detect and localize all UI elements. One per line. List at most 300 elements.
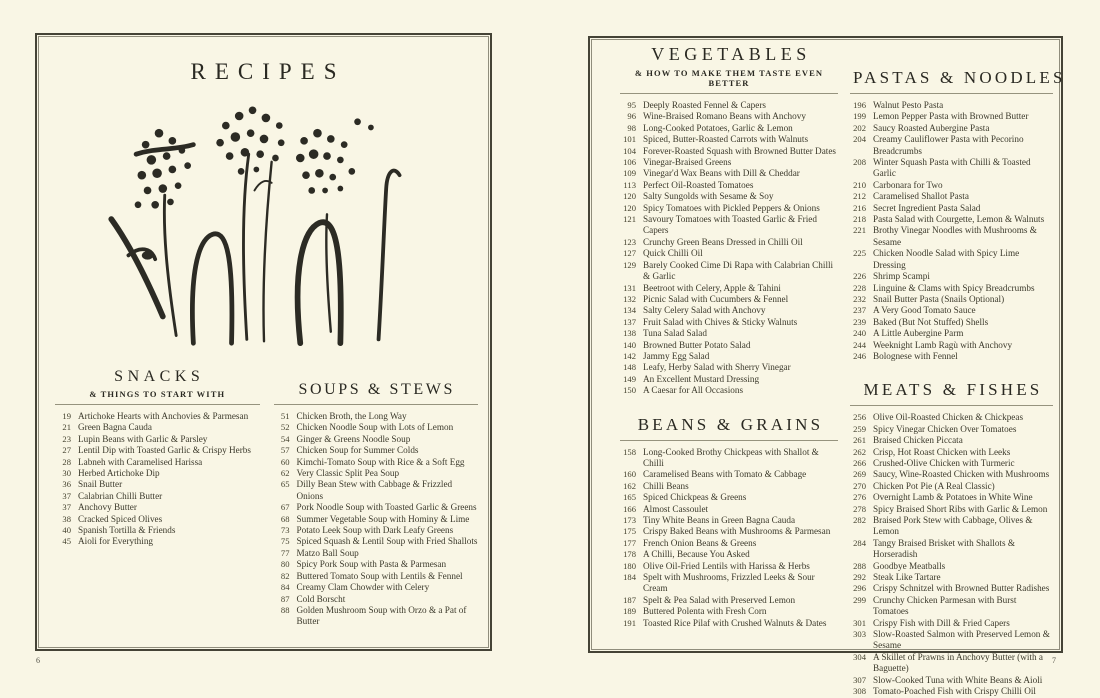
toc-page-number: 303 xyxy=(853,629,866,640)
toc-page-number: 27 xyxy=(62,445,71,456)
toc-page-number: 189 xyxy=(623,606,636,617)
toc-title: Jammy Egg Salad xyxy=(643,350,710,361)
toc-item xyxy=(620,146,838,157)
toc-page-number: 129 xyxy=(623,259,636,270)
toc-title: Deeply Roasted Fennel & Capers xyxy=(643,100,766,110)
toc-item xyxy=(850,435,1053,446)
toc-item xyxy=(620,340,838,351)
section-beans-grains xyxy=(620,414,838,630)
toc-page-number: 138 xyxy=(623,328,636,339)
toc-title: Leafy, Herby Salad with Sherry Vinegar xyxy=(643,362,791,373)
toc-page-number: 21 xyxy=(62,422,71,433)
toc-title: Spelt & Pea Salad with Preserved Lemon xyxy=(643,594,796,605)
toc-page-number: 87 xyxy=(280,593,290,604)
toc-page-number: 221 xyxy=(853,225,866,236)
toc-title: Chicken Soup for Summer Colds xyxy=(296,445,419,456)
toc-page-number: 120 xyxy=(623,202,636,213)
toc-item xyxy=(850,317,1053,328)
toc-item xyxy=(55,514,260,525)
toc-item xyxy=(274,548,479,559)
toc-page-number: 101 xyxy=(623,134,636,145)
right-column-1 xyxy=(620,44,838,698)
toc-item xyxy=(850,294,1053,305)
toc-item xyxy=(620,538,838,549)
toc-page-number: 191 xyxy=(623,617,636,628)
toc-title: Wine-Braised Romano Beans with Anchovy xyxy=(643,111,806,122)
toc-title: Savoury Tomatoes with Toasted Garlic & Fried Capers xyxy=(643,214,817,236)
toc-page-number: 68 xyxy=(280,513,290,524)
toc-title: Almost Cassoulet xyxy=(643,503,709,514)
toc-title: Crunchy Chicken Parmesan with Burst Tomatoes xyxy=(873,594,1017,617)
toc-page-number: 307 xyxy=(853,674,866,685)
toc-title: Anchovy Butter xyxy=(78,502,137,513)
toc-page-number: 218 xyxy=(853,214,866,225)
toc-page-number: 82 xyxy=(280,570,290,581)
toc-page-number: 187 xyxy=(623,594,636,605)
toc-list xyxy=(274,411,479,628)
left-page-number: 6 xyxy=(36,656,40,665)
toc-page-number: 216 xyxy=(853,202,866,213)
toc-title: Lemon Pepper Pasta with Browned Butter xyxy=(873,111,1029,122)
toc-title: Aioli for Everything xyxy=(78,536,154,547)
toc-title: Spiced, Butter-Roasted Carrots with Walnuts xyxy=(643,134,809,145)
toc-item xyxy=(274,536,479,547)
toc-item xyxy=(620,469,838,480)
toc-item xyxy=(850,214,1053,225)
toc-page-number: 37 xyxy=(62,502,71,513)
toc-page-number: 282 xyxy=(853,515,866,525)
toc-title: Cracked Spiced Olives xyxy=(78,513,163,524)
toc-item xyxy=(850,652,1053,675)
toc-title: Chilli Beans xyxy=(643,480,689,491)
toc-page-number: 127 xyxy=(623,248,636,259)
toc-item xyxy=(620,123,838,134)
toc-item xyxy=(620,294,838,305)
section-header xyxy=(850,56,1066,94)
toc-item xyxy=(620,111,838,122)
section-header xyxy=(850,379,1053,406)
toc-item xyxy=(850,572,1053,583)
toc-item xyxy=(620,248,838,259)
toc-page-number: 80 xyxy=(280,559,290,570)
toc-title: Caramelised Beans with Tomato & Cabbage xyxy=(643,469,807,480)
toc-page-number: 278 xyxy=(853,503,866,514)
toc-page-number: 259 xyxy=(853,423,866,434)
toc-title: Labneh with Caramelised Harissa xyxy=(78,456,203,467)
toc-title: Salty Sungolds with Sesame & Soy xyxy=(643,191,774,202)
toc-page-number: 109 xyxy=(623,168,636,179)
toc-page-number: 162 xyxy=(623,480,636,491)
toc-page-number: 77 xyxy=(280,547,290,558)
toc-page-number: 202 xyxy=(853,122,866,133)
section-heading: VEGETABLES xyxy=(651,44,811,64)
toc-item xyxy=(850,481,1053,492)
toc-page-number: 106 xyxy=(623,157,636,168)
toc-item xyxy=(620,168,838,179)
toc-item xyxy=(55,468,260,479)
toc-item xyxy=(274,434,479,445)
toc-item xyxy=(620,203,838,214)
page-title: RECIPES xyxy=(190,59,346,84)
toc-title: A Very Good Tomato Sauce xyxy=(873,305,976,316)
toc-title: Braised Pork Stew with Cabbage, Olives & Lemon xyxy=(873,515,1033,537)
section-meats-fishes xyxy=(850,379,1053,697)
toc-item xyxy=(850,492,1053,503)
toc-title: Pork Noodle Soup with Toasted Garlic & Greens xyxy=(296,502,477,513)
toc-title: Creamy Clam Chowder with Celery xyxy=(296,582,430,593)
wildflowers-illustration xyxy=(99,95,429,347)
toc-title: Chicken Pot Pie (A Real Classic) xyxy=(873,480,995,491)
toc-item xyxy=(274,411,479,422)
toc-page-number: 301 xyxy=(853,617,866,628)
toc-title: Secret Ingredient Pasta Salad xyxy=(873,202,981,213)
toc-item xyxy=(620,157,838,168)
toc-page-number: 84 xyxy=(280,582,290,593)
toc-page-number: 52 xyxy=(280,422,290,433)
toc-page-number: 60 xyxy=(280,456,290,467)
toc-page-number: 284 xyxy=(853,537,866,548)
toc-item xyxy=(850,469,1053,480)
toc-item xyxy=(850,675,1053,686)
toc-title: Cold Borscht xyxy=(296,593,346,604)
toc-item xyxy=(850,111,1053,122)
toc-title: Artichoke Hearts with Anchovies & Parmesan xyxy=(78,411,249,421)
toc-item xyxy=(850,424,1053,435)
toc-item xyxy=(850,123,1053,134)
toc-title: Kimchi-Tomato Soup with Rice & a Soft Egg xyxy=(296,456,465,467)
toc-title: Buttered Tomato Soup with Lentils & Fennel xyxy=(296,570,463,581)
toc-title: Lentil Dip with Toasted Garlic & Crispy Herbs xyxy=(78,445,251,456)
toc-item xyxy=(620,362,838,373)
toc-list xyxy=(850,412,1053,697)
toc-page-number: 239 xyxy=(853,316,866,327)
toc-title: Winter Squash Pasta with Chilli & Toasted Garlic xyxy=(873,157,1031,179)
toc-title: A Skillet of Prawns in Anchovy Butter (with a Baguette) xyxy=(873,651,1043,674)
toc-page-number: 165 xyxy=(623,492,636,503)
toc-page-number: 40 xyxy=(62,525,71,536)
toc-item xyxy=(850,583,1053,594)
toc-item xyxy=(850,248,1053,271)
toc-page-number: 73 xyxy=(280,525,290,536)
section-snacks xyxy=(55,368,260,628)
toc-page-number: 51 xyxy=(280,411,290,421)
toc-page-number: 296 xyxy=(853,583,866,594)
toc-title: Caramelised Shallot Pasta xyxy=(873,191,969,202)
toc-title: An Excellent Mustard Dressing xyxy=(643,373,760,384)
toc-title: Olive Oil-Fried Lentils with Harissa & Herbs xyxy=(643,560,810,571)
toc-title: Baked (But Not Stuffed) Shells xyxy=(873,316,989,327)
toc-page-number: 304 xyxy=(853,651,866,662)
toc-item xyxy=(274,457,479,468)
toc-title: Walnut Pesto Pasta xyxy=(873,100,944,110)
toc-page-number: 288 xyxy=(853,560,866,571)
toc-title: Tomato-Poached Fish with Crispy Chilli Oil xyxy=(873,686,1036,697)
toc-item xyxy=(55,525,260,536)
toc-item xyxy=(274,605,479,628)
toc-title: Steak Like Tartare xyxy=(873,572,941,583)
toc-item xyxy=(620,572,838,595)
toc-title: Goodbye Meatballs xyxy=(873,560,946,571)
section-header xyxy=(55,368,260,405)
toc-list xyxy=(620,100,838,397)
toc-title: Fruit Salad with Chives & Sticky Walnuts xyxy=(643,316,798,327)
toc-page-number: 228 xyxy=(853,282,866,293)
toc-title: Chicken Noodle Soup with Lots of Lemon xyxy=(296,422,454,433)
toc-item xyxy=(850,458,1053,469)
toc-title: Slow-Roasted Salmon with Preserved Lemon & Sesame xyxy=(873,629,1050,651)
toc-title: Olive Oil-Roasted Chicken & Chickpeas xyxy=(873,412,1024,423)
toc-title: Summer Vegetable Soup with Hominy & Lime xyxy=(296,513,470,524)
toc-page-number: 54 xyxy=(280,433,290,444)
toc-title: Carbonara for Two xyxy=(873,179,943,190)
toc-page-number: 67 xyxy=(280,502,290,513)
toc-title: Spanish Tortilla & Friends xyxy=(78,525,176,536)
toc-page-number: 204 xyxy=(853,134,866,145)
toc-item xyxy=(55,491,260,502)
section-soups xyxy=(274,371,479,628)
toc-page-number: 180 xyxy=(623,560,636,571)
toc-title: Snail Butter Pasta (Snails Optional) xyxy=(873,293,1005,304)
toc-title: Spelt with Mushrooms, Frizzled Leeks & Sour Cream xyxy=(643,572,815,594)
toc-page-number: 177 xyxy=(623,537,636,548)
section-heading: MEATS & FISHES xyxy=(863,380,1043,400)
toc-title: Quick Chilli Oil xyxy=(643,248,703,259)
toc-title: French Onion Beans & Greens xyxy=(643,537,757,548)
toc-item xyxy=(850,191,1053,202)
toc-page-number: 19 xyxy=(62,411,71,421)
toc-item xyxy=(620,317,838,328)
section-heading: PASTAS & NOODLES xyxy=(853,68,1066,87)
toc-title: Tuna Salad Salad xyxy=(643,328,707,339)
toc-title: Tiny White Beans in Green Bagna Cauda xyxy=(643,515,796,525)
toc-page-number: 88 xyxy=(280,604,290,615)
toc-title: Very Classic Split Pea Soup xyxy=(296,468,400,479)
toc-page-number: 240 xyxy=(853,328,866,339)
toc-title: Beetroot with Celery, Apple & Tahini xyxy=(643,282,781,293)
toc-item xyxy=(620,618,838,629)
toc-page-number: 261 xyxy=(853,435,866,446)
toc-title: Dilly Bean Stew with Cabbage & Frizzled Onions xyxy=(296,479,453,501)
right-page-number: 7 xyxy=(1052,656,1056,665)
toc-title: Spicy Pork Soup with Pasta & Parmesan xyxy=(296,559,447,570)
toc-title: Spicy Tomatoes with Pickled Peppers & Onions xyxy=(643,202,820,213)
toc-page-number: 270 xyxy=(853,480,866,491)
toc-page-number: 226 xyxy=(853,271,866,282)
toc-title: Vinegar-Braised Greens xyxy=(643,157,732,168)
toc-item xyxy=(850,283,1053,294)
toc-page-number: 23 xyxy=(62,433,71,444)
toc-item xyxy=(620,549,838,560)
toc-item xyxy=(850,157,1053,180)
toc-page-number: 199 xyxy=(853,111,866,122)
toc-item xyxy=(55,457,260,468)
toc-item xyxy=(850,629,1053,652)
toc-page-number: 37 xyxy=(62,490,71,501)
section-vegetables xyxy=(620,44,838,397)
right-page-frame xyxy=(588,36,1066,697)
toc-item xyxy=(850,504,1053,515)
toc-page-number: 65 xyxy=(280,479,290,490)
toc-title: Crisp, Hot Roast Chicken with Leeks xyxy=(873,446,1011,457)
toc-page-number: 244 xyxy=(853,339,866,350)
toc-page-number: 208 xyxy=(853,157,866,168)
toc-page-number: 173 xyxy=(623,515,636,525)
toc-title: Forever-Roasted Squash with Browned Butter Dates xyxy=(643,145,836,156)
toc-title: Crunchy Green Beans Dressed in Chilli Oil xyxy=(643,236,803,247)
toc-title: Bolognese with Fennel xyxy=(873,350,958,361)
toc-page-number: 225 xyxy=(853,248,866,259)
toc-item xyxy=(620,305,838,316)
toc-item xyxy=(620,504,838,515)
toc-page-number: 256 xyxy=(853,412,866,423)
toc-title: Crispy Baked Beans with Mushrooms & Parmesan xyxy=(643,526,831,537)
toc-title: Ginger & Greens Noodle Soup xyxy=(296,433,411,444)
toc-item xyxy=(620,328,838,339)
toc-page-number: 104 xyxy=(623,145,636,156)
toc-title: Braised Chicken Piccata xyxy=(873,435,963,446)
toc-title: Snail Butter xyxy=(78,479,123,490)
toc-page-number: 131 xyxy=(623,282,636,293)
toc-item xyxy=(620,260,838,283)
section-header xyxy=(274,371,479,405)
toc-item xyxy=(620,180,838,191)
toc-title: Overnight Lamb & Potatoes in White Wine xyxy=(873,492,1033,503)
toc-title: Long-Cooked Potatoes, Garlic & Lemon xyxy=(643,122,793,133)
toc-list xyxy=(55,411,260,548)
toc-title: Buttered Polenta with Fresh Corn xyxy=(643,606,767,617)
toc-page-number: 262 xyxy=(853,446,866,457)
toc-title: Weeknight Lamb Ragù with Anchovy xyxy=(873,339,1013,350)
toc-item xyxy=(620,385,838,396)
toc-page-number: 184 xyxy=(623,572,636,583)
toc-title: Lupin Beans with Garlic & Parsley xyxy=(78,433,208,444)
toc-item xyxy=(274,514,479,525)
toc-title: Picnic Salad with Cucumbers & Fennel xyxy=(643,293,789,304)
toc-page-number: 178 xyxy=(623,549,636,560)
toc-title: Chicken Noodle Salad with Spicy Lime Dressing xyxy=(873,248,1020,270)
toc-item xyxy=(274,594,479,605)
toc-title: Herbed Artichoke Dip xyxy=(78,468,160,479)
toc-title: Spiced Squash & Lentil Soup with Fried Shallots xyxy=(296,536,478,547)
toc-list xyxy=(850,100,1053,362)
toc-page-number: 210 xyxy=(853,179,866,190)
toc-item xyxy=(620,481,838,492)
toc-page-number: 212 xyxy=(853,191,866,202)
toc-title: Chicken Broth, the Long Way xyxy=(296,411,407,421)
toc-page-number: 36 xyxy=(62,479,71,490)
toc-item xyxy=(55,536,260,547)
toc-title: Browned Butter Potato Salad xyxy=(643,339,751,350)
toc-item xyxy=(55,434,260,445)
toc-page-number: 113 xyxy=(623,179,636,190)
toc-item xyxy=(850,538,1053,561)
section-subheading: & HOW TO MAKE THEM TASTE EVEN BETTER xyxy=(634,68,824,88)
toc-item xyxy=(620,351,838,362)
toc-page-number: 62 xyxy=(280,468,290,479)
toc-item xyxy=(55,411,260,422)
toc-title: Slow-Cooked Tuna with White Beans & Aioli xyxy=(873,674,1043,685)
toc-item xyxy=(620,526,838,537)
toc-title: Saucy, Wine-Roasted Chicken with Mushrooms xyxy=(873,469,1050,480)
toc-item xyxy=(850,305,1053,316)
toc-item xyxy=(620,214,838,237)
toc-item xyxy=(850,328,1053,339)
toc-item xyxy=(274,445,479,456)
toc-title: Perfect Oil-Roasted Tomatoes xyxy=(643,179,754,190)
toc-page-number: 137 xyxy=(623,316,636,327)
toc-title: Green Bagna Cauda xyxy=(78,422,152,433)
toc-item xyxy=(55,445,260,456)
toc-item xyxy=(620,283,838,294)
toc-item xyxy=(274,571,479,582)
toc-page-number: 160 xyxy=(623,469,636,480)
toc-title: A Caesar for All Occasions xyxy=(643,385,744,396)
toc-page-number: 57 xyxy=(280,445,290,456)
toc-item xyxy=(620,606,838,617)
toc-item xyxy=(620,237,838,248)
toc-page-number: 299 xyxy=(853,594,866,605)
section-header xyxy=(620,44,838,94)
section-heading: SNACKS xyxy=(114,368,205,385)
toc-page-number: 232 xyxy=(853,293,866,304)
toc-title: Spicy Vinegar Chicken Over Tomatoes xyxy=(873,423,1017,434)
toc-page-number: 28 xyxy=(62,456,71,467)
toc-title: Spicy Braised Short Ribs with Garlic & Lemon xyxy=(873,503,1048,514)
toc-item xyxy=(274,479,479,502)
toc-item xyxy=(620,447,838,470)
toc-item xyxy=(620,134,838,145)
toc-page-number: 30 xyxy=(62,468,71,479)
toc-title: A Little Aubergine Parm xyxy=(873,328,964,339)
toc-item xyxy=(274,525,479,536)
section-pastas-noodles xyxy=(850,56,1066,362)
toc-title: Creamy Cauliflower Pasta with Pecorino Breadcrumbs xyxy=(873,134,1024,156)
toc-title: Potato Leek Soup with Dark Leafy Greens xyxy=(296,525,454,536)
toc-page-number: 292 xyxy=(853,572,866,583)
toc-item xyxy=(850,561,1053,572)
toc-item xyxy=(850,340,1053,351)
toc-item xyxy=(850,203,1053,214)
toc-page-number: 175 xyxy=(623,526,636,537)
section-subheading: & THINGS TO START WITH xyxy=(89,389,226,399)
toc-page-number: 38 xyxy=(62,513,71,524)
toc-page-number: 266 xyxy=(853,457,866,468)
right-column-2 xyxy=(850,56,1066,698)
toc-page-number: 96 xyxy=(627,111,636,122)
toc-item xyxy=(850,412,1053,423)
toc-page-number: 75 xyxy=(280,536,290,547)
toc-title: Pasta Salad with Courgette, Lemon & Walnuts xyxy=(873,214,1045,225)
toc-item xyxy=(850,100,1053,111)
toc-page-number: 134 xyxy=(623,305,636,316)
toc-title: Barely Cooked Cime Di Rapa with Calabrian Chilli & Garlic xyxy=(643,259,834,282)
toc-page-number: 140 xyxy=(623,339,636,350)
toc-page-number: 237 xyxy=(853,305,866,316)
toc-page-number: 150 xyxy=(623,385,636,396)
toc-title: Vinegar'd Wax Beans with Dill & Cheddar xyxy=(643,168,800,179)
toc-title: Linguine & Clams with Spicy Breadcrumbs xyxy=(873,282,1035,293)
toc-page-number: 123 xyxy=(623,236,636,247)
toc-item xyxy=(274,559,479,570)
toc-page-number: 269 xyxy=(853,469,866,480)
toc-item xyxy=(850,271,1053,282)
toc-title: Tangy Braised Brisket with Shallots & Horseradish xyxy=(873,537,1016,560)
toc-page-number: 120 xyxy=(623,191,636,202)
toc-page-number: 98 xyxy=(627,122,636,133)
toc-item xyxy=(850,225,1053,248)
toc-item xyxy=(55,422,260,433)
toc-item xyxy=(274,502,479,513)
